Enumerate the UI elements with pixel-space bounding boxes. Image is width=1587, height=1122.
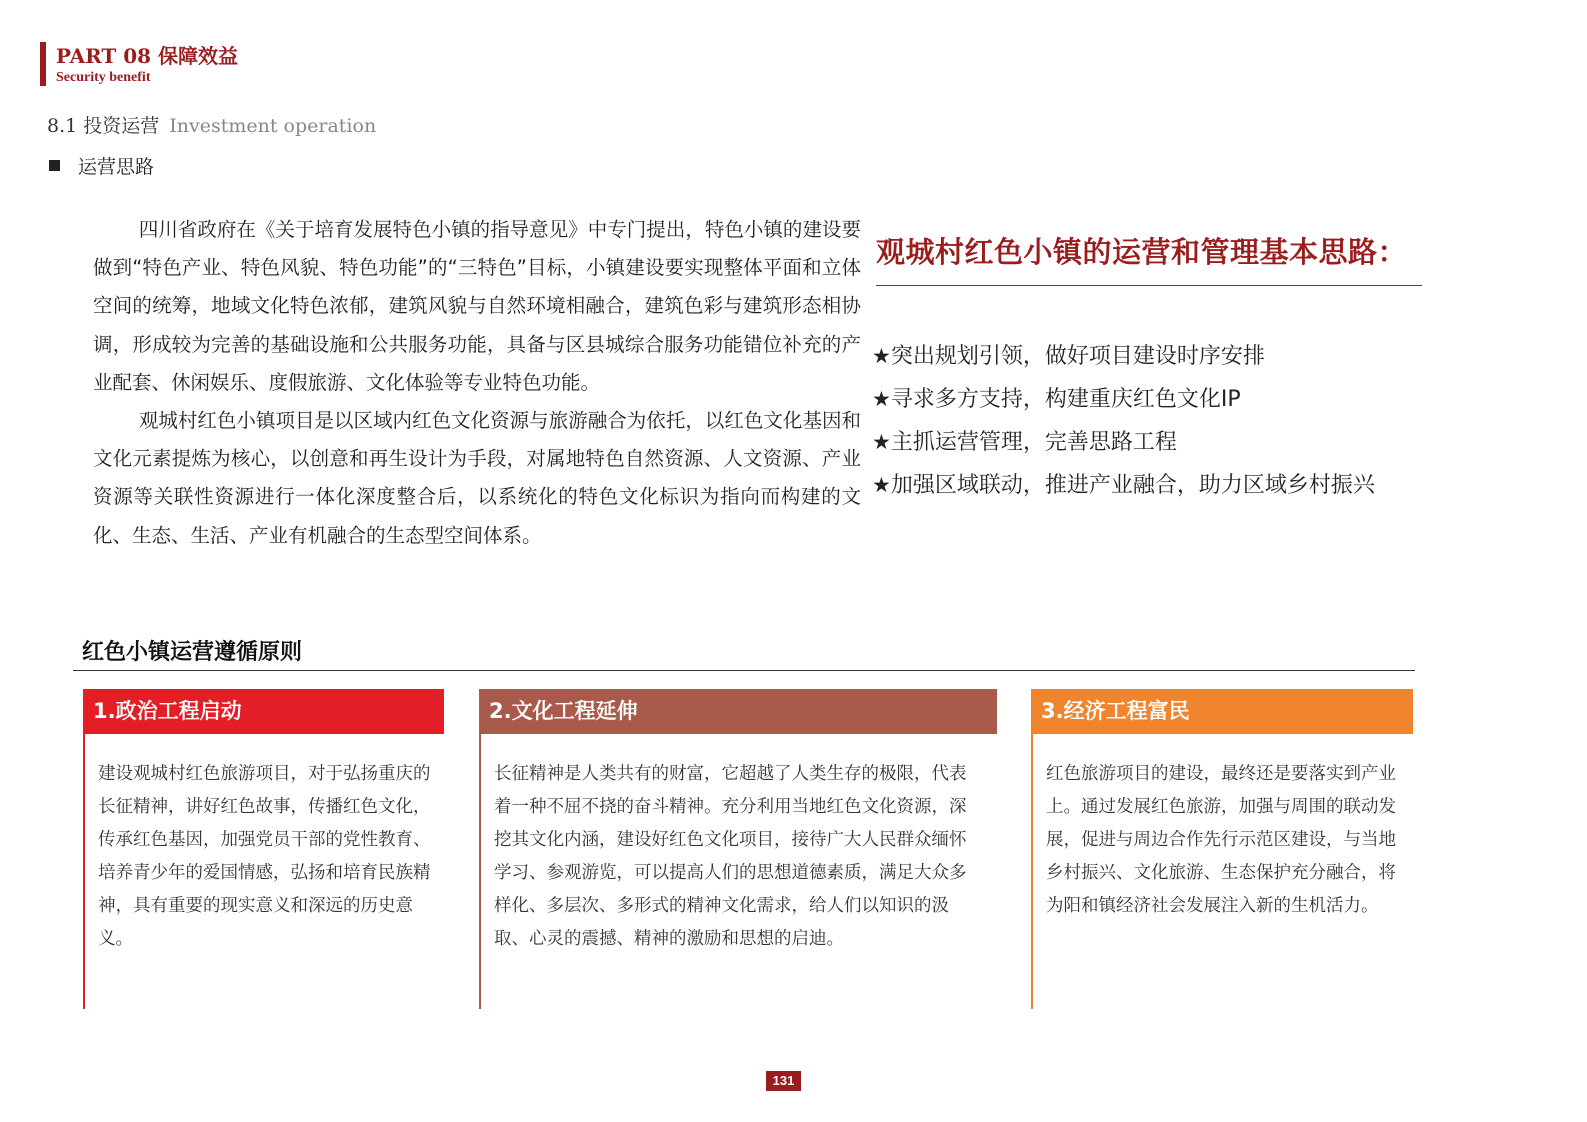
- section-number-title: 8.1 投资运营: [47, 115, 160, 137]
- approach-item-text: 主抓运营管理，完善思路工程: [890, 430, 1177, 455]
- approach-item-text: 突出规划引领，做好项目建设时序安排: [890, 344, 1265, 369]
- part-subtitle: Security benefit: [56, 70, 151, 85]
- principle-card-economic: [1031, 689, 1413, 1009]
- intro-paragraph-1: 四川省政府在《关于培育发展特色小镇的指导意见》中专门提出，特色小镇的建设要做到“特色产业、特色风貌、特色功能”的“三特色”目标，小镇建设要实现整体平面和立体空间的统筹，地域文化特色浓郁，建筑风貌与自然环境相融合，建筑色彩与建筑形态相协调，形成较为完善的基础设施和公共服务功能，具备与区县城综合服务功能错位补充的产业配套、休闲娱乐、度假旅游、文化体验等专业特色功能。: [93, 218, 861, 394]
- principle-card-text: 长征精神是人类共有的财富，它超越了人类生存的极限，代表着一种不屈不挠的奋斗精神。充分利用当地红色文化资源，深挖其文化内涵，建设好红色文化项目，接待广大人民群众缅怀学习、参观游览，可以提高人们的思想道德素质，满足大众多样化、多层次、多形式的精神文化需求，给人们以知识的汲取、心灵的震撼、精神的激励和思想的启迪。: [494, 764, 967, 949]
- part-accent-bar: [40, 42, 46, 86]
- principles-title: 红色小镇运营遵循原则: [82, 640, 303, 665]
- approach-item-text: 加强区域联动，推进产业融合，助力区域乡村振兴: [890, 473, 1375, 498]
- section-heading: [47, 111, 376, 138]
- approach-item: [872, 464, 1375, 507]
- principle-card-text: 红色旅游项目的建设，最终还是要落实到产业上。通过发展红色旅游，加强与周围的联动发展，促进与周边合作先行示范区建设，与当地乡村振兴、文化旅游、生态保护充分融合，将为阳和镇经济社会发展注入新的生机活力。: [1046, 764, 1396, 916]
- part-title: PART 08 保障效益: [56, 44, 239, 68]
- intro-text: [93, 211, 861, 555]
- principle-card-accent-line: [83, 734, 85, 1009]
- intro-paragraph-2: 观城村红色小镇项目是以区域内红色文化资源与旅游融合为依托，以红色文化基因和文化元素提炼为核心，以创意和再生设计为手段，对属地特色自然资源、人文资源、产业资源等关联性资源进行一体化深度整合后，以系统化的特色文化标识为指向而构建的文化、生态、生活、产业有机融合的生态型空间体系。: [93, 409, 861, 547]
- principle-card-text: 建设观城村红色旅游项目，对于弘扬重庆的长征精神，讲好红色故事，传播红色文化，传承红色基因，加强党员干部的党性教育、培养青少年的爱国情感，弘扬和培育民族精神，具有重要的现实意义和深远的历史意义。: [98, 764, 431, 949]
- principle-card-heading: 3.经济工程富民: [1031, 689, 1413, 734]
- principles-divider: [73, 670, 1415, 671]
- principle-card-accent-line: [479, 734, 481, 1009]
- square-bullet-icon: [49, 160, 60, 171]
- principle-card-cultural: [479, 689, 997, 1009]
- star-icon: ★: [872, 344, 891, 368]
- star-icon: ★: [872, 387, 891, 411]
- principle-card-political: [83, 689, 444, 1009]
- principle-card-heading: 1.政治工程启动: [83, 689, 444, 734]
- principle-card-accent-line: [1031, 734, 1033, 1009]
- star-icon: ★: [872, 473, 891, 497]
- approach-item: [872, 421, 1375, 464]
- approach-item: [872, 335, 1375, 378]
- approach-item: [872, 378, 1375, 421]
- star-icon: ★: [872, 430, 891, 454]
- approach-list: [872, 335, 1375, 507]
- subsection-heading: [49, 152, 154, 179]
- principle-card-heading: 2.文化工程延伸: [479, 689, 997, 734]
- approach-item-text: 寻求多方支持，构建重庆红色文化IP: [890, 387, 1241, 412]
- section-title-en: Investment operation: [169, 115, 377, 137]
- subsection-label: 运营思路: [78, 156, 155, 178]
- approach-divider: [876, 285, 1422, 286]
- page-number: 131: [766, 1071, 801, 1091]
- approach-title: 观城村红色小镇的运营和管理基本思路：: [876, 235, 1408, 269]
